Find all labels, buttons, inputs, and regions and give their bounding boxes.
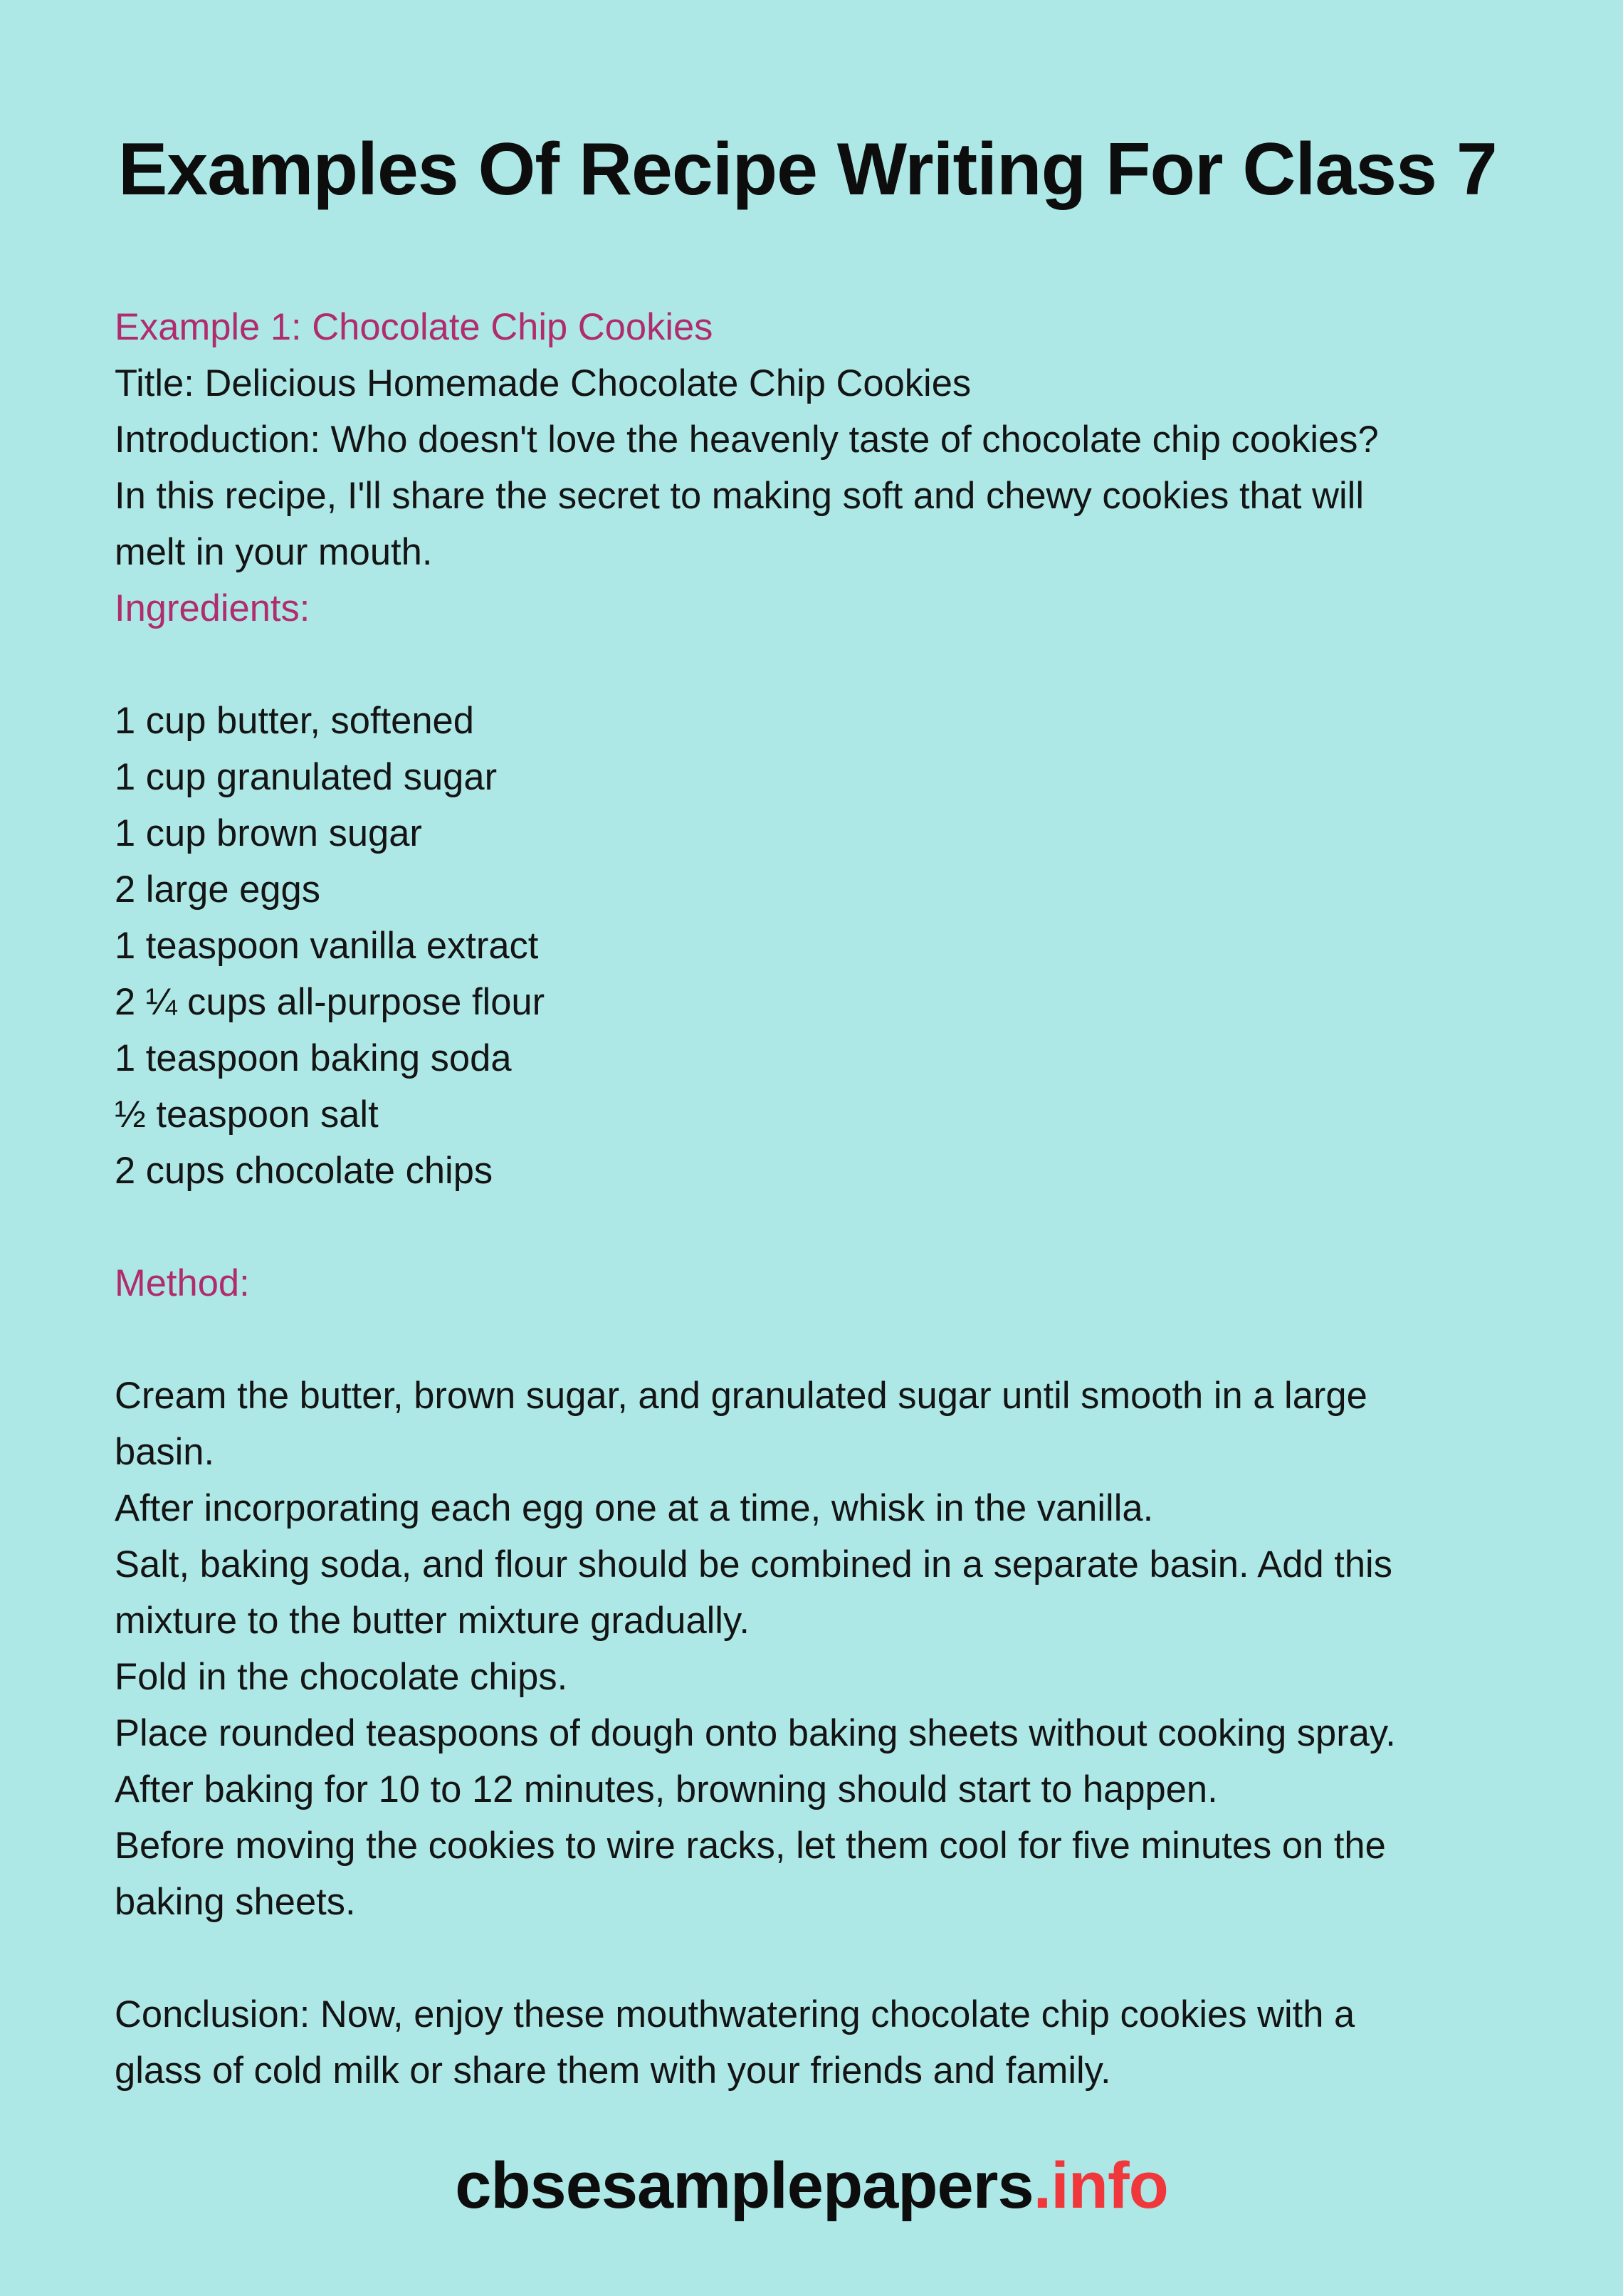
ingredient-item: 2 ¼ cups all-purpose flour [115,981,545,1023]
site-watermark [0,2143,1623,2228]
method-line: After baking for 10 to 12 minutes, browning should start to happen. [115,1768,1218,1810]
spacer [115,636,1538,693]
method-line: mixture to the butter mixture gradually. [115,1600,750,1642]
spacer [115,1199,1538,1255]
spacer [115,1930,1538,1986]
page-title: Examples Of Recipe Writing For Class 7 [118,128,1497,211]
watermark-site: cbsesamplepapers [455,2149,1034,2222]
ingredients-heading: Ingredients: [115,587,310,629]
method-heading: Method: [115,1262,250,1304]
method-line: Before moving the cookies to wire racks, let them cool for five minutes on the [115,1825,1386,1867]
ingredient-item: ½ teaspoon salt [115,1094,379,1136]
method-line: Fold in the chocolate chips. [115,1656,568,1698]
recipe-content [115,299,1538,2099]
introduction-line: In this recipe, I'll share the secret to making soft and chewy cookies that will [115,475,1365,517]
method-line: Salt, baking soda, and flour should be combined in a separate basin. Add this [115,1543,1392,1585]
ingredient-item: 1 teaspoon baking soda [115,1037,512,1079]
ingredient-item: 2 large eggs [115,869,320,911]
method-line: Cream the butter, brown sugar, and granulated sugar until smooth in a large [115,1375,1367,1417]
introduction [115,412,1538,580]
conclusion-line: glass of cold milk or share them with your friends and family. [115,2050,1111,2092]
spacer [115,1311,1538,1368]
ingredient-item: 1 teaspoon vanilla extract [115,925,539,967]
method-line: After incorporating each egg one at a time, whisk in the vanilla. [115,1487,1154,1529]
introduction-line: Introduction: Who doesn't love the heavenly taste of chocolate chip cookies? [115,419,1379,461]
conclusion [115,1986,1538,2099]
method-line: basin. [115,1431,215,1473]
example-heading: Example 1: Chocolate Chip Cookies [115,306,713,348]
method-line: Place rounded teaspoons of dough onto baking sheets without cooking spray. [115,1712,1396,1754]
method-steps [115,1368,1538,1930]
ingredients-list [115,693,1538,1199]
watermark-tld: .info [1033,2149,1168,2222]
ingredient-item: 1 cup butter, softened [115,700,474,742]
recipe-title: Title: Delicious Homemade Chocolate Chip Cookies [115,362,972,404]
ingredient-item: 1 cup brown sugar [115,812,422,854]
method-line: baking sheets. [115,1881,356,1923]
ingredient-item: 2 cups chocolate chips [115,1150,493,1192]
conclusion-line: Conclusion: Now, enjoy these mouthwatering chocolate chip cookies with a [115,1993,1355,2035]
ingredient-item: 1 cup granulated sugar [115,756,498,798]
introduction-line: melt in your mouth. [115,531,433,573]
